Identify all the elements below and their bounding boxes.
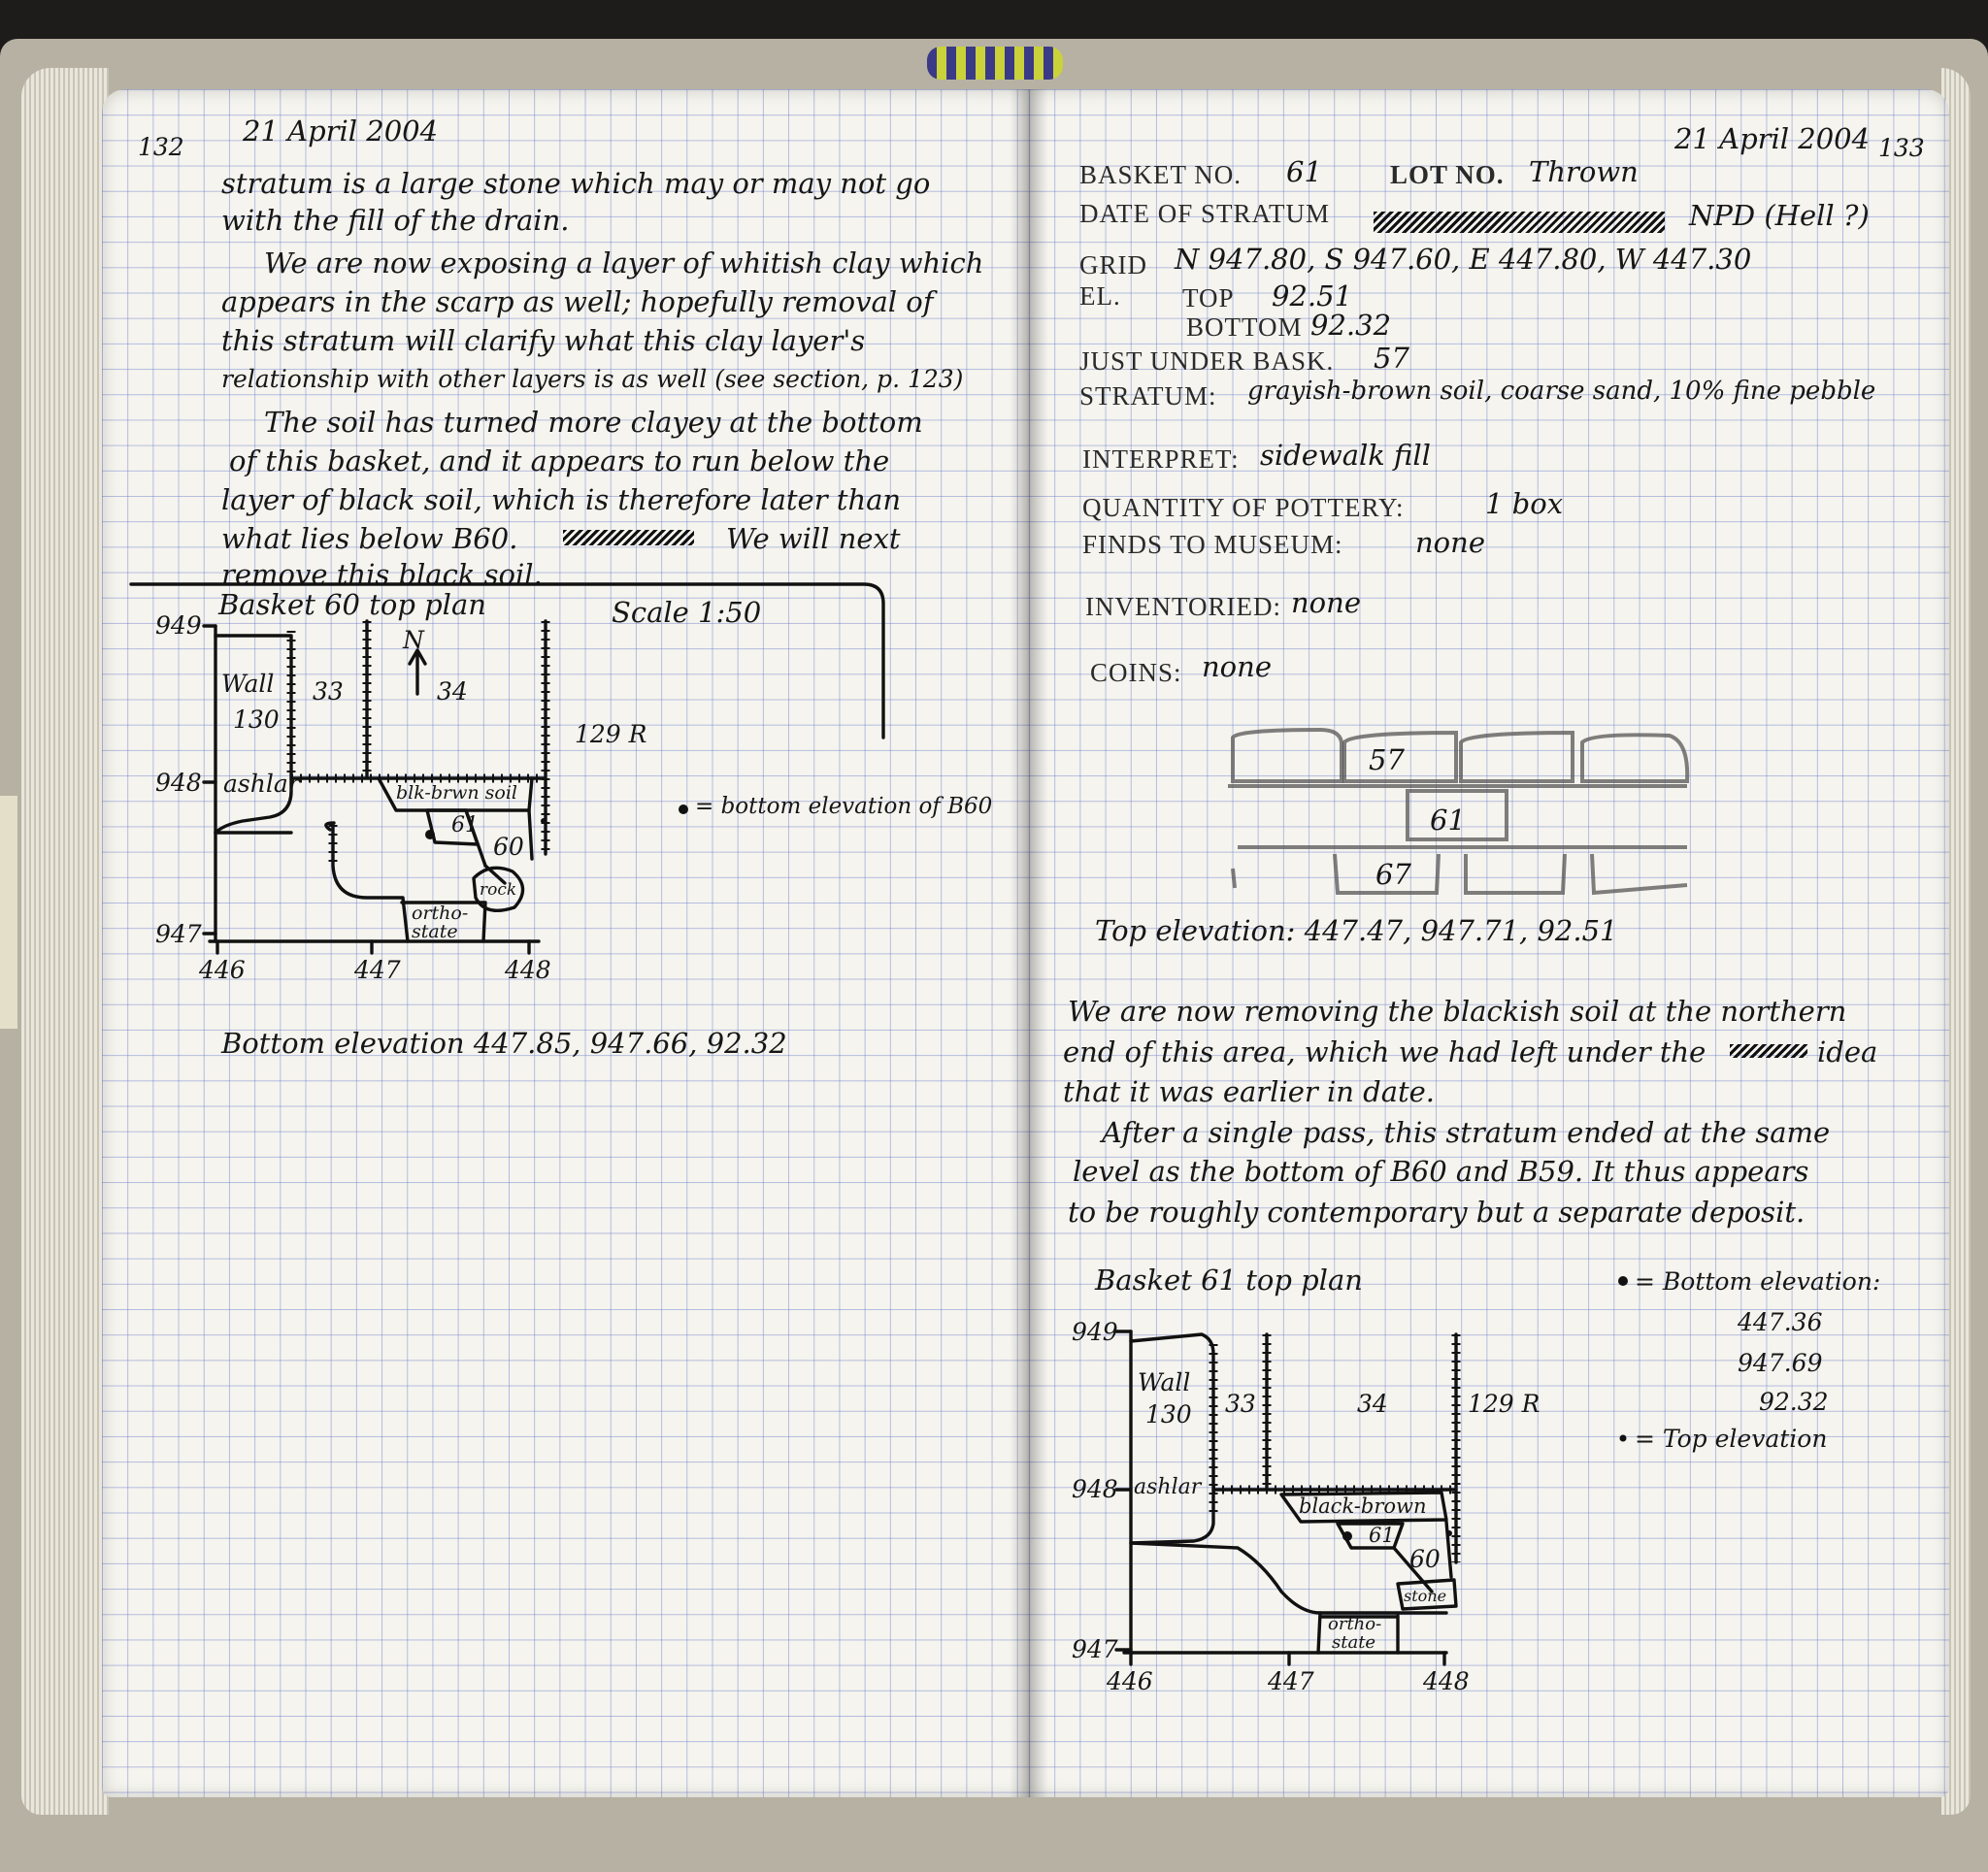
plan-61-locus-129: 129 R [1468,1390,1541,1418]
sketch-label-57: 57 [1369,743,1405,776]
plan-60-scale: Scale 1:50 [612,596,762,629]
plan-60-state-label: state [412,921,458,942]
left-page-number: 132 [138,133,184,161]
plan-60-locus-33: 33 [313,677,344,706]
finds-value: none [1415,526,1485,559]
plan-61-xtick-447: 447 [1268,1667,1314,1695]
basket-no-label: BASKET NO. [1079,160,1242,189]
sketch-label-61: 61 [1430,804,1466,837]
lot-no-label: LOT NO. [1390,160,1505,189]
stratum-label: STRATUM: [1079,381,1217,411]
right-para-line-2: end of this area, which we had left under the [1063,1035,1706,1068]
plan-60-locus-61: 61 [451,813,479,837]
plan-60-xtick-448: 448 [505,956,551,984]
right-date: 21 April 2004 [1674,122,1871,155]
plan-60-title: Basket 60 top plan [218,588,486,621]
plan-61-ytick-949: 949 [1072,1318,1118,1346]
plan-60-xtick-447: 447 [354,956,401,984]
pottery-label: QUANTITY OF POTTERY: [1082,493,1405,522]
top-label: TOP [1182,283,1235,312]
plan-61-y-tick-marks [1116,1331,1131,1650]
bottom-label: BOTTOM [1186,312,1303,342]
plan-61-locus-60: 60 [1409,1545,1441,1573]
legend-61-top-dot-icon [1620,1435,1627,1442]
left-line-7: The soil has turned more clayey at the bottom [264,406,923,439]
bottom-value: 92.32 [1310,309,1392,342]
grid-label: GRID [1079,250,1147,279]
left-line-3: We are now exposing a layer of whitish clay which [264,246,984,279]
plan-61-bottom-elevation-dot [1342,1531,1352,1541]
plan-60-xtick-446: 446 [199,956,246,984]
right-para-line-4: After a single pass, this stratum ended at the same [1102,1116,1831,1149]
left-line-9: layer of black soil, which is therefore later than [221,483,902,516]
plan-60-ortho-label: ortho- [412,903,469,924]
plan-60-ytick-949: 949 [155,611,202,640]
finds-label: FINDS TO MUSEUM: [1082,530,1343,559]
basket-no-value: 61 [1286,155,1322,188]
right-para-line-2b: idea [1817,1035,1878,1068]
left-line-8: of this basket, and it appears to run below the [229,444,890,477]
legend-61-top-label: = Top elevation [1635,1425,1828,1453]
plan-61-wall-label: Wall [1138,1368,1191,1396]
plan-61-xtick-448: 448 [1423,1667,1470,1695]
date-of-stratum-value: NPD (Hell ?) [1689,199,1870,232]
legend-61-value-1: 447.36 [1738,1308,1823,1336]
plan-61-stone-label: stone [1404,1587,1447,1605]
plan-61-state-label: state [1332,1632,1376,1653]
date-of-stratum-label: DATE OF STRATUM [1079,199,1331,228]
plan-61-ytick-947: 947 [1072,1635,1118,1663]
plan-60-ashlar-label: ashlar [223,770,300,798]
plan-61-ortho-label: ortho- [1328,1614,1382,1634]
plan-60-north-label: N [403,626,424,654]
plan-61-wall-number: 130 [1145,1400,1192,1429]
plan-60-bottom-elevation: Bottom elevation 447.85, 947.66, 92.32 [221,1027,787,1060]
plan-61-top-elevation-dot [1446,1530,1452,1536]
plan-61-title: Basket 61 top plan [1095,1264,1363,1297]
plan-61-ytick-948: 948 [1072,1475,1118,1503]
plan-60-soil-label: blk-brwn soil [396,782,517,804]
top-elevation-text: Top elevation: 447.47, 947.71, 92.51 [1095,914,1618,947]
pottery-value: 1 box [1485,487,1564,520]
plan-61-xtick-446: 446 [1107,1667,1153,1695]
grid-value: N 947.80, S 947.60, E 447.80, W 447.30 [1175,243,1752,276]
legend-61-value-2: 947.69 [1738,1349,1823,1377]
left-line-1: stratum is a large stone which may or may not go [221,167,931,200]
left-line-6: relationship with other layers is as well (see section, p. 123) [221,365,964,393]
just-under-label: JUST UNDER BASK. [1079,346,1335,376]
legend-61-value-3: 92.32 [1759,1388,1829,1416]
right-para-line-3: that it was earlier in date. [1063,1075,1436,1108]
plan-61-x-tick-marks [1131,1653,1444,1664]
interpret-label: INTERPRET: [1082,444,1240,474]
el-label: EL. [1079,281,1121,311]
left-line-4: appears in the scarp as well; hopefully removal of [221,285,934,318]
plan-61-locus-61: 61 [1369,1524,1395,1547]
plan-61-ashlar-label: ashlar [1134,1475,1202,1499]
plan-60-legend: = bottom elevation of B60 [695,794,993,819]
top-value: 92.51 [1272,279,1353,312]
coins-value: none [1202,650,1272,683]
right-para-line-1: We are now removing the blackish soil at the northern [1068,995,1847,1028]
lot-no-value: Thrown [1529,155,1639,188]
stratum-value: grayish-brown soil, coarse sand, 10% fine pebble [1247,377,1876,406]
plan-60-locus-129: 129 R [575,720,647,748]
plan-60-locus-60: 60 [493,833,524,861]
right-para-line-5: level as the bottom of B60 and B59. It thus appears [1073,1155,1809,1188]
plan-60-wall-label: Wall [221,670,275,698]
interpret-value: sidewalk fill [1260,439,1431,472]
plan-60-ytick-947: 947 [155,920,202,948]
plan-60-rock-label: rock [480,880,517,900]
right-page-number: 133 [1878,134,1925,162]
legend-61-bottom-dot-icon [1618,1276,1628,1286]
left-line-12: remove this black soil. [221,558,543,591]
legend-61-bottom-label: = Bottom elevation: [1635,1267,1881,1296]
just-under-value: 57 [1374,342,1409,375]
left-line-10: what lies below B60. [221,522,518,555]
plan-61-locus-33: 33 [1225,1390,1256,1418]
plan-60-wall-number: 130 [233,706,280,734]
inventoried-value: none [1291,586,1361,619]
left-line-11: We will next [726,522,901,555]
coins-label: COINS: [1090,658,1182,687]
inventoried-label: INVENTORIED: [1085,592,1281,621]
plan-60-ytick-948: 948 [155,769,202,797]
plan-61-wall-130 [1131,1334,1213,1543]
left-line-2: with the fill of the drain. [221,204,570,237]
left-date: 21 April 2004 [243,115,439,148]
left-line-5: this stratum will clarify what this clay layer's [221,324,866,357]
sketch-label-67: 67 [1375,858,1411,891]
right-para-line-6: to be roughly contemporary but a separate deposit. [1068,1196,1806,1229]
plan-61-soil-label: black-brown [1299,1494,1427,1518]
plan-61-locus-34: 34 [1357,1390,1388,1418]
plan-60-locus-34: 34 [437,677,468,706]
